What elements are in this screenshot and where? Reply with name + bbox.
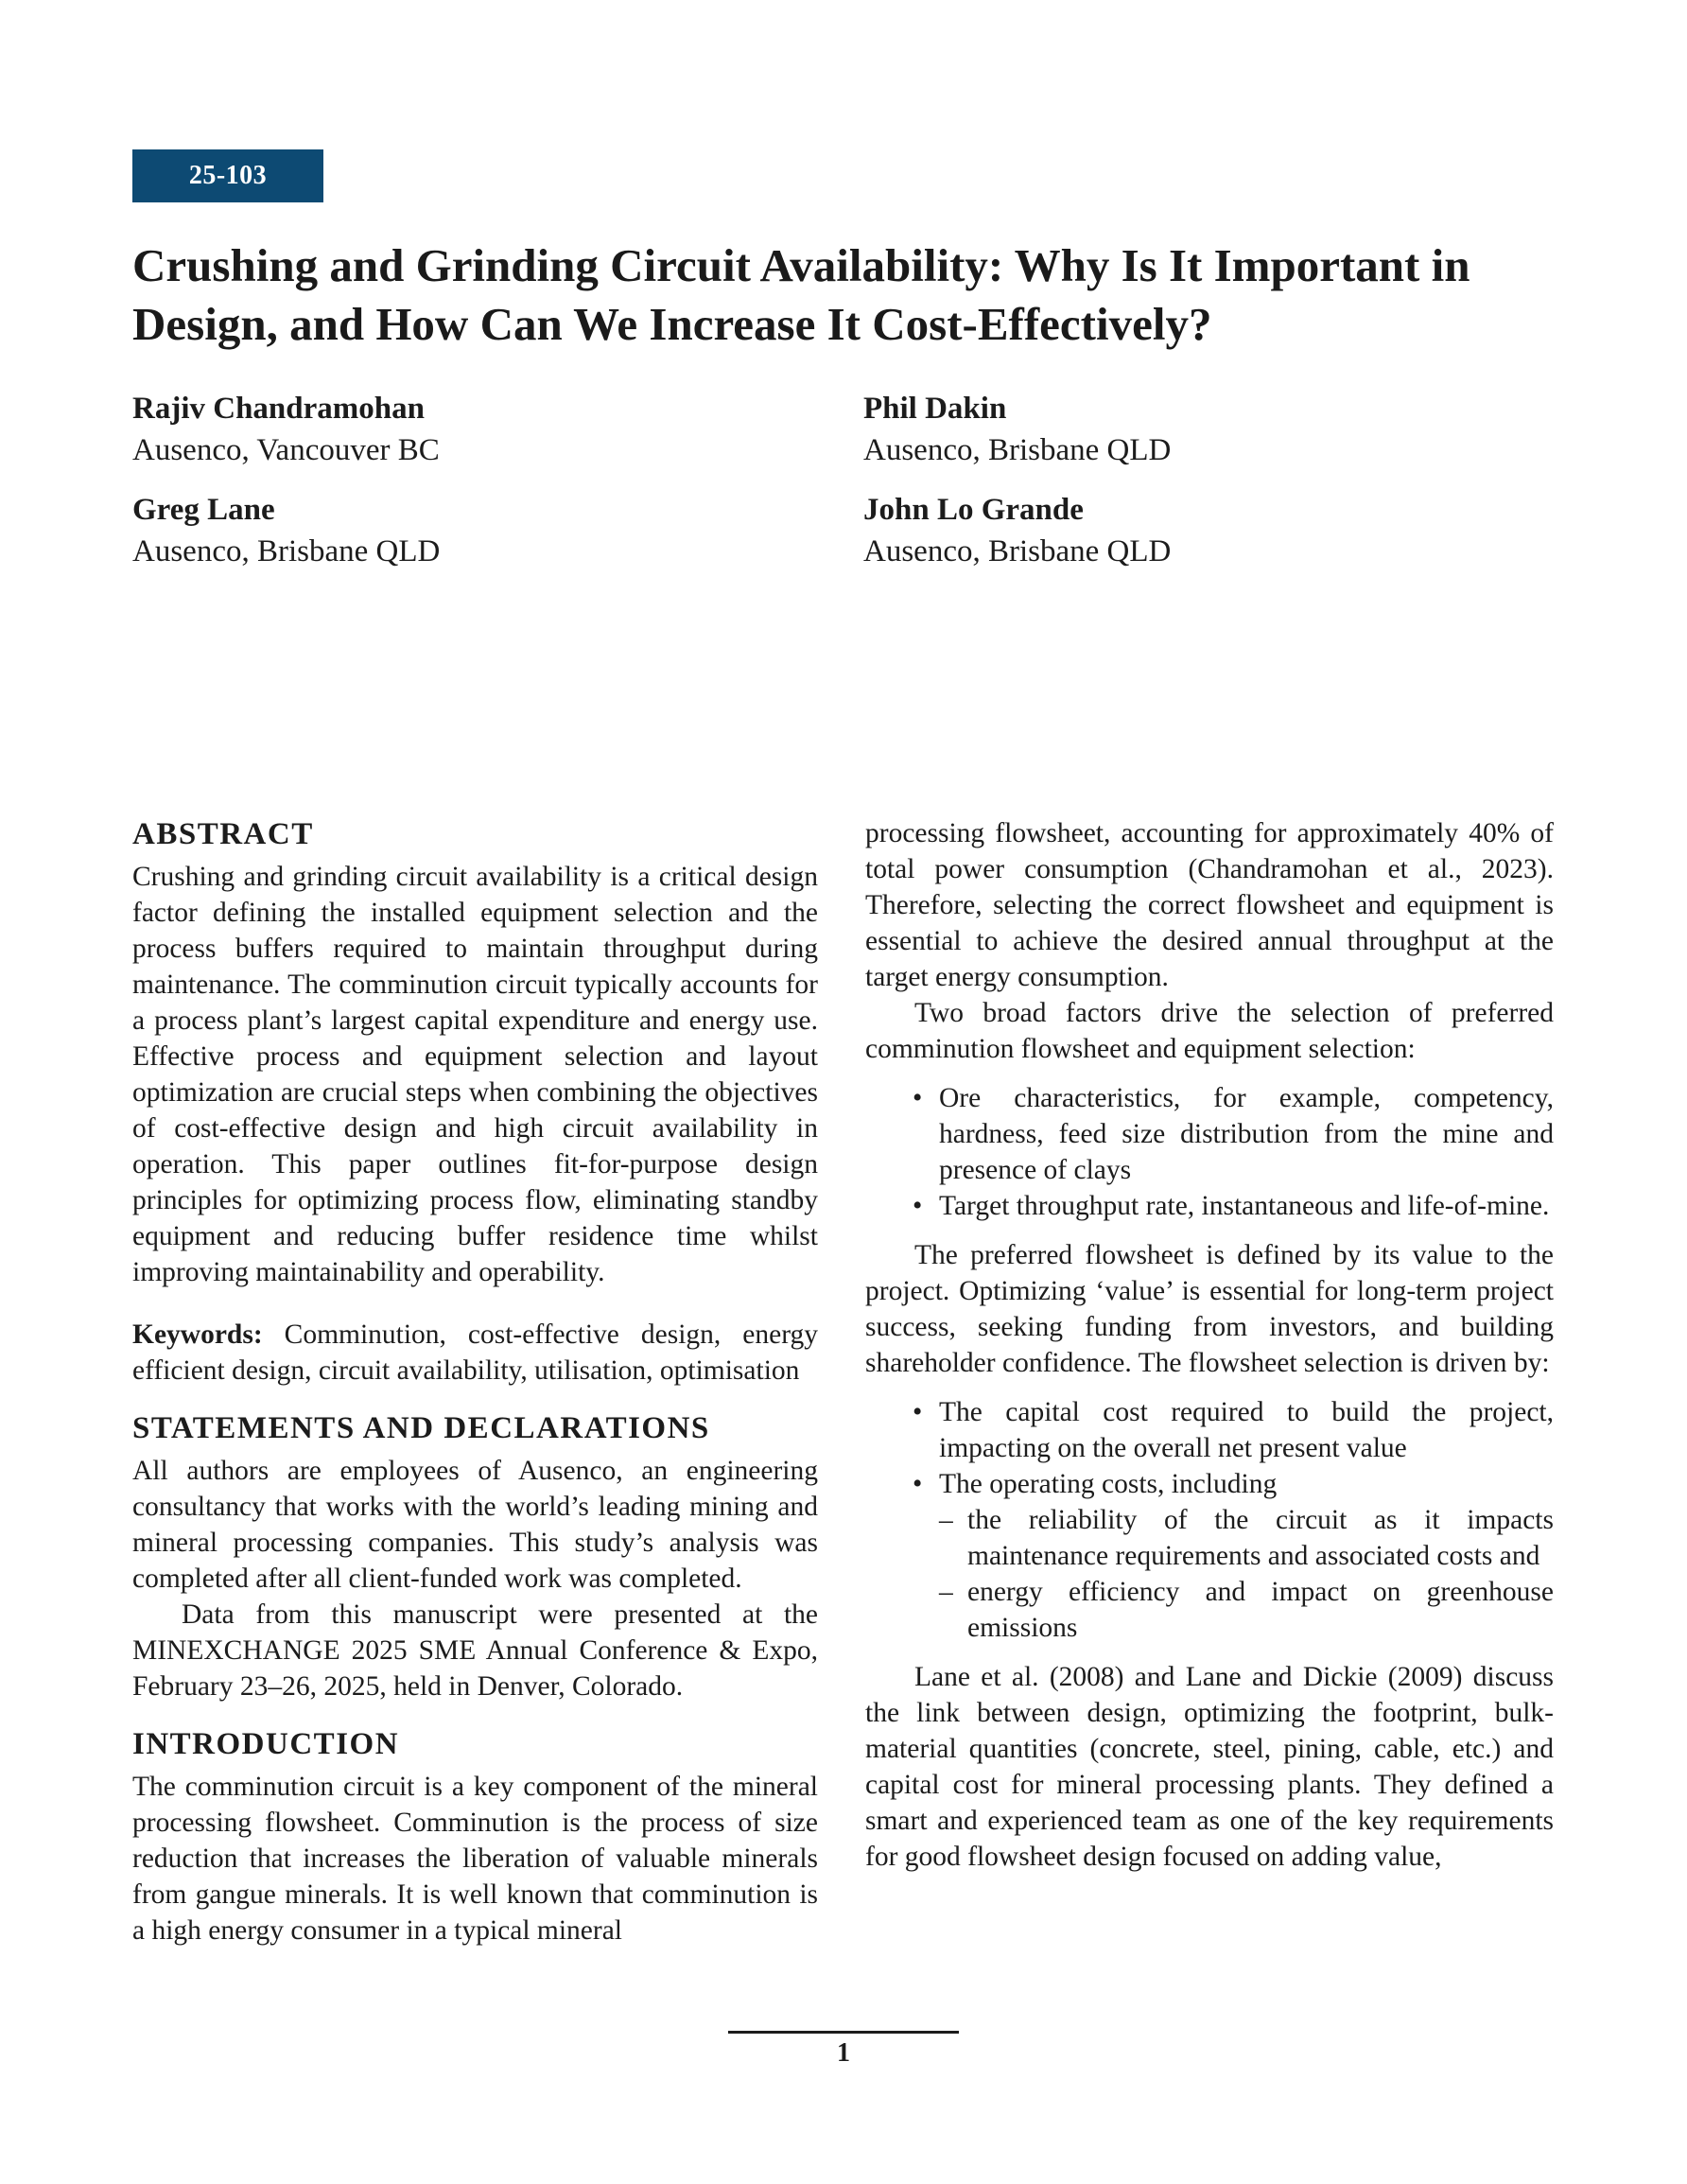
author-name: Rajiv Chandramohan — [132, 392, 425, 426]
body-paragraph: processing flowsheet, accounting for approximately 40% of total power consumption (Chandramohan et al., 2023). Therefore, selecting the correct flowsheet and equipment is essential to achieve the desired annual throughput at the target energy consumption. — [865, 818, 1554, 992]
driver-list — [865, 1394, 1554, 1646]
list-item: • The capital cost required to build the project, impacting on the overall net present value — [913, 1394, 1554, 1466]
author-block — [132, 388, 738, 471]
statements-paragraph: Data from this manuscript were presented at the MINEXCHANGE 2025 SME Annual Conference & Expo, February 23–26, 2025, held in Denver, Colorado. — [132, 1599, 818, 1702]
right-column — [865, 815, 1554, 1875]
sub-list-item: – the reliability of the circuit as it impacts maintenance requirements and associated costs and — [939, 1502, 1554, 1574]
sub-list-item: – energy efficiency and impact on greenhouse emissions — [939, 1574, 1554, 1646]
author-block — [863, 489, 1469, 572]
paper-title: Crushing and Grinding Circuit Availability: Why Is It Important in Design, and How Can We Increase It Cost-Effectively? — [132, 239, 1470, 350]
author-affiliation: Ausenco, Vancouver BC — [132, 433, 440, 467]
list-item: • Ore characteristics, for example, competency, hardness, feed size distribution from the mine and presence of clays — [913, 1080, 1554, 1188]
introduction-paragraph: The comminution circuit is a key component of the mineral processing flowsheet. Comminution is the process of size reduction that increases the liberation of valuable minerals from gangue minerals. It is well known that comminution is a high energy consumer in a typical mineral — [132, 1772, 818, 1946]
author-block — [863, 388, 1469, 471]
sub-list — [939, 1502, 1554, 1646]
author-affiliation: Ausenco, Brisbane QLD — [863, 433, 1172, 467]
keywords-text: Comminution, cost-effective design, energy efficient design, circuit availability, utilisation, optimisation — [132, 1319, 818, 1386]
body-paragraph: Lane et al. (2008) and Lane and Dickie (2009) discuss the link between design, optimizing the footprint, bulk-material quantities (concrete, steel, pining, cable, etc.) and capital cost for mineral processing plants. They defined a smart and experienced team as one of the key requirements for good flowsheet design focused on adding value, — [865, 1662, 1554, 1872]
author-name: John Lo Grande — [863, 493, 1084, 527]
keywords-label: Keywords: — [132, 1319, 263, 1350]
author-affiliation: Ausenco, Brisbane QLD — [863, 534, 1172, 568]
author-block — [132, 489, 738, 572]
author-affiliation: Ausenco, Brisbane QLD — [132, 534, 441, 568]
abstract-text: Crushing and grinding circuit availability is a critical design factor defining the installed equipment selection and the process buffers required to maintain throughput during maintenance. The comminution circuit typically accounts for a process plant’s largest capital expenditure and energy use. Effective process and equipment selection and layout optimization are crucial steps when combining the objectives of cost-effective design and high circuit availability in operation. This paper outlines fit-for-purpose design principles for optimizing process flow, eliminating standby equipment and reducing buffer residence time whilst improving maintainability and operability. — [132, 862, 818, 1287]
introduction-heading: INTRODUCTION — [132, 1727, 400, 1761]
list-item-text: The operating costs, including — [939, 1469, 1278, 1499]
abstract-heading: ABSTRACT — [132, 817, 314, 851]
left-column — [132, 815, 818, 1948]
statements-heading: STATEMENTS AND DECLARATIONS — [132, 1411, 710, 1445]
author-name: Phil Dakin — [863, 392, 1007, 426]
keywords — [132, 1317, 818, 1389]
list-item — [913, 1466, 1554, 1646]
list-item: • Target throughput rate, instantaneous and life-of-mine. — [913, 1188, 1554, 1224]
author-name: Greg Lane — [132, 493, 275, 527]
factor-list — [865, 1080, 1554, 1224]
footer-rule — [728, 2031, 959, 2034]
body-paragraph: Two broad factors drive the selection of preferred comminution flowsheet and equipment selection: — [865, 998, 1554, 1064]
statements-paragraph: All authors are employees of Ausenco, an engineering consultancy that works with the world’s leading mining and mineral processing companies. This study’s analysis was completed after all client-funded work was completed. — [132, 1456, 818, 1594]
paper-id-badge: 25-103 — [132, 149, 323, 202]
page-number: 1 — [837, 2038, 850, 2068]
body-paragraph: The preferred flowsheet is defined by its value to the project. Optimizing ‘value’ is essential for long-term project success, seeking funding from investors, and building shareholder confidence. The flowsheet selection is driven by: — [865, 1240, 1554, 1378]
